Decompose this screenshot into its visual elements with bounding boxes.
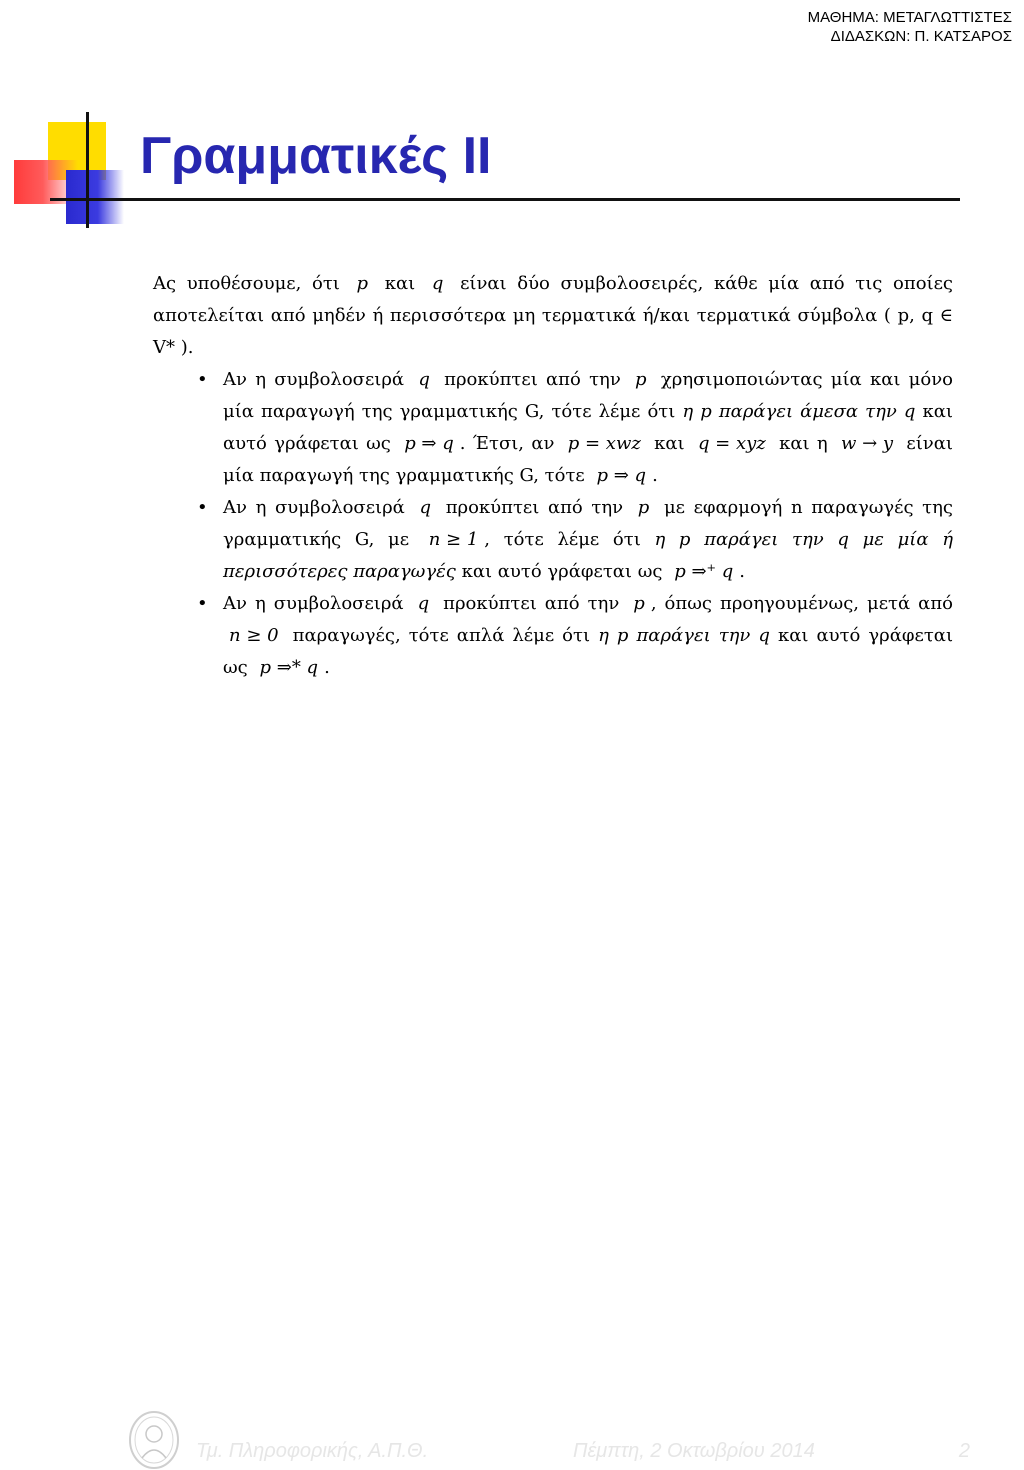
b1-text-1: Αν η συμβολοσειρά — [223, 369, 405, 390]
bullet-direct-derivation — [223, 364, 953, 492]
title-underline — [50, 198, 960, 201]
b1-symbol-p: p — [635, 369, 647, 390]
symbol-p: p — [356, 273, 369, 294]
b3-formula-2: p ⇒* q — [259, 657, 319, 678]
b2-symbol-p: p — [637, 497, 650, 518]
b2-text-4: , τότε λέμε ότι — [484, 529, 641, 550]
b3-emphasis: η p παράγει την q — [598, 625, 770, 646]
blue-square — [66, 170, 124, 224]
symbol-q: q — [431, 273, 444, 294]
b3-formula-1: n ≥ 0 — [229, 625, 279, 646]
slide-body — [153, 268, 953, 684]
b2-symbol-q: q — [419, 497, 432, 518]
intro-text-1: Ας υποθέσουμε, ότι — [153, 273, 340, 294]
b1-formula-5: p ⇒ q — [596, 465, 647, 486]
b3-text-1: Αν η συμβολοσειρά — [223, 593, 404, 614]
b2-formula-1: n ≥ 1 — [428, 529, 479, 550]
b1-text-2: προκύπτει από την — [444, 369, 621, 390]
set-notation: ( p, q ∈ V* ). — [153, 305, 953, 358]
footer-date: Πέμπτη, 2 Οκτωβρίου 2014 — [573, 1440, 815, 1462]
vertical-rule — [86, 112, 89, 228]
b1-text-9: . — [652, 465, 658, 486]
b2-formula-2: p ⇒⁺ q — [674, 561, 734, 582]
definition-list — [153, 364, 953, 684]
intro-paragraph — [153, 268, 953, 364]
bullet-plus-derivation — [223, 492, 953, 588]
slide-footer — [0, 708, 1024, 1462]
b3-symbol-p: p — [633, 593, 645, 614]
b2-text-3: με εφαρμογή n παραγωγές της γραμματικής G, με — [223, 497, 954, 550]
b3-text-3: , όπως προηγουμένως, μετά από — [650, 593, 953, 614]
instructor-label: ΔΙΔΑΣΚΩΝ: Π. ΚΑΤΣΑΡΟΣ — [830, 28, 1012, 45]
page-number: 2 — [958, 1440, 970, 1462]
b1-formula-1: p ⇒ q — [404, 433, 454, 454]
b2-text-5: και αυτό γράφεται ως — [461, 561, 663, 582]
b3-text-4: παραγωγές, τότε απλά λέμε ότι — [292, 625, 591, 646]
b1-symbol-q: q — [418, 369, 430, 390]
b1-emphasis: η p παράγει άμεσα την q — [682, 401, 916, 422]
b3-symbol-q: q — [417, 593, 430, 614]
b1-formula-2: p = xwz — [567, 433, 641, 454]
b1-text-4: και αυτό γράφεται ως — [223, 401, 953, 454]
b2-emphasis: η p παράγει την q με μία ή περισσότερες παραγωγές — [223, 529, 953, 582]
b1-text-7: και η — [779, 433, 828, 454]
b3-text-5: και αυτό γράφεται ως — [223, 625, 953, 678]
intro-text-2: είναι δύο συμβολοσειρές, κάθε μία από τις οποίες αποτελείται από μηδέν ή περισσότερα μη τερματικά ή/και τερματικά σύμβολα — [153, 273, 953, 326]
decorative-squares — [0, 0, 160, 240]
b2-text-6: . — [739, 561, 746, 582]
b3-text-6: . — [324, 657, 330, 678]
bullet-star-derivation — [223, 588, 953, 684]
b1-formula-4: w → y — [840, 433, 894, 454]
slide-header — [808, 8, 1012, 46]
footer-department: Τμ. Πληροφορικής, Α.Π.Θ. — [196, 1440, 429, 1462]
b1-formula-3: q = xyz — [697, 433, 766, 454]
b1-text-3: χρησιμοποιώντας μία και μόνο μία παραγωγή της γραμματικής G, τότε λέμε ότι — [223, 369, 953, 422]
b1-text-6: και — [654, 433, 685, 454]
b2-text-2: προκύπτει από την — [445, 497, 624, 518]
course-label: ΜΑΘΗΜΑ: ΜΕΤΑΓΛΩΤΤΙΣΤΕΣ — [807, 9, 1012, 26]
b1-text-5: . Έτσι, αν — [459, 433, 555, 454]
b2-text-1: Αν η συμβολοσειρά — [223, 497, 405, 518]
b1-text-8: είναι μία παραγωγή της γραμματικής G, τότε — [223, 433, 953, 486]
page-title: Γραμματικές ΙΙ — [140, 127, 492, 185]
b3-text-2: προκύπτει από την — [443, 593, 620, 614]
university-seal-icon — [128, 1410, 180, 1470]
intro-and: και — [384, 273, 416, 294]
